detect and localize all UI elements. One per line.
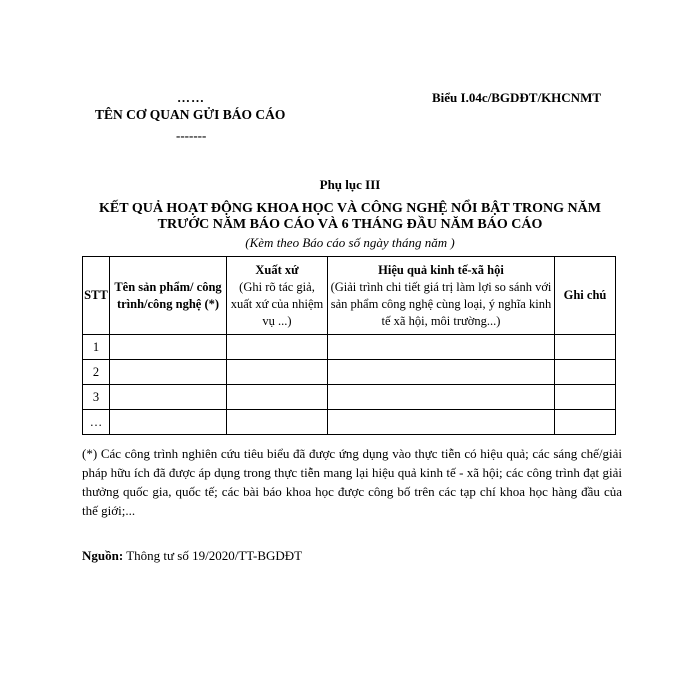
table-row bbox=[83, 360, 616, 385]
table-cell bbox=[227, 335, 328, 360]
appendix-label: Phụ lục III bbox=[319, 177, 381, 192]
form-code: Biểu I.04c/BGDĐT/KHCNMT bbox=[432, 90, 602, 105]
table-cell bbox=[328, 385, 555, 410]
table-cell bbox=[110, 385, 227, 410]
footnote: (*) Các công trình nghiên cứu tiêu biểu đã được ứng dụng vào thực tiễn có hiệu quả; các sáng chế/giải pháp hữu ích đã được áp dụng trong thực tiễn mang lại hiệu quả kinh tế - xã hội; các công trình đạt giải thưởng quốc gia, quốc tế; các bài báo khoa học được công bố trên các tạp chí khoa học hàng đầu của thế giới;... bbox=[82, 446, 622, 518]
row-number: 1 bbox=[83, 335, 110, 360]
table-cell bbox=[227, 385, 328, 410]
header-product: Tên sản phẩm/ công trình/công nghệ (*) bbox=[110, 257, 227, 335]
source-line bbox=[82, 548, 302, 564]
table-cell bbox=[227, 410, 328, 435]
table-row bbox=[83, 385, 616, 410]
header-note: Ghi chú bbox=[555, 257, 616, 335]
header-effect: Hiệu quả kinh tế-xã hội (Giải trình chi tiết giá trị làm lợi so sánh với sản phẩm công nghệ cùng loại, ý nghĩa kinh tế xã hội, môi trường...) bbox=[328, 257, 555, 335]
table-cell bbox=[555, 360, 616, 385]
header-effect-note: (Giải trình chi tiết giá trị làm lợi so sánh với sản phẩm công nghệ cùng loại, ý nghĩa kinh tế xã hội, môi trường...) bbox=[330, 279, 552, 328]
table-cell bbox=[555, 385, 616, 410]
table-row bbox=[83, 410, 616, 435]
table-cell bbox=[227, 360, 328, 385]
report-table bbox=[82, 256, 616, 435]
org-name: TÊN CƠ QUAN GỬI BÁO CÁO bbox=[95, 107, 286, 122]
table-header-row bbox=[83, 257, 616, 335]
table-cell bbox=[328, 335, 555, 360]
table-cell bbox=[110, 335, 227, 360]
source-label: Nguồn: bbox=[82, 548, 124, 563]
table-cell bbox=[110, 410, 227, 435]
table-cell bbox=[110, 360, 227, 385]
row-number: 3 bbox=[83, 385, 110, 410]
table-cell bbox=[555, 335, 616, 360]
row-number: 2 bbox=[83, 360, 110, 385]
header-stt: STT bbox=[83, 257, 110, 335]
source-text: Thông tư số 19/2020/TT-BGDĐT bbox=[123, 548, 303, 563]
subtitle: (Kèm theo Báo cáo số ngày tháng năm ) bbox=[245, 235, 455, 250]
row-number: … bbox=[83, 410, 110, 435]
table-cell bbox=[328, 410, 555, 435]
table-cell bbox=[555, 410, 616, 435]
table-cell bbox=[328, 360, 555, 385]
title-line-1: KẾT QUẢ HOẠT ĐỘNG KHOA HỌC VÀ CÔNG NGHỆ NỔI BẬT TRONG NĂM bbox=[99, 201, 601, 216]
header-origin: Xuất xứ (Ghi rõ tác giả, xuất xứ của nhiệm vụ ...) bbox=[227, 257, 328, 335]
org-dashes: ------- bbox=[176, 128, 207, 143]
org-dots: …… bbox=[177, 90, 205, 105]
title-line-2: TRƯỚC NĂM BÁO CÁO VÀ 6 THÁNG ĐẦU NĂM BÁO CÁO bbox=[157, 217, 543, 232]
header-origin-note: (Ghi rõ tác giả, xuất xứ của nhiệm vụ ...) bbox=[230, 279, 324, 328]
table-row bbox=[83, 335, 616, 360]
